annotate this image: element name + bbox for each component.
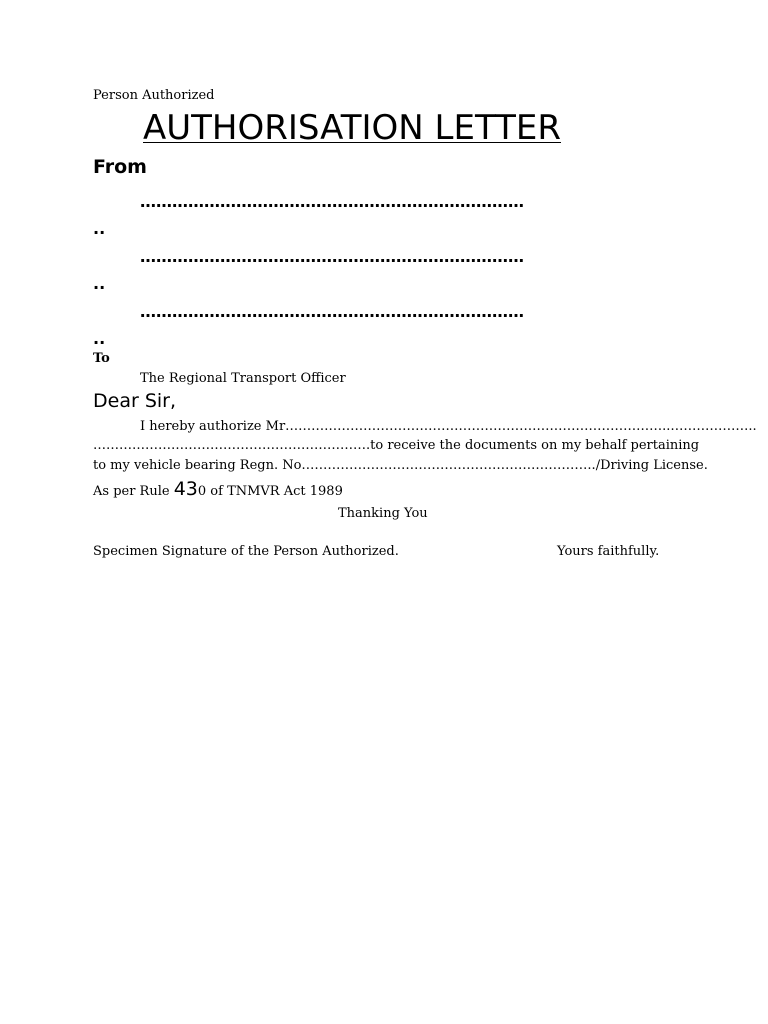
body-line-3: to my vehicle bearing Regn. No…………………………………………………………../Driving License. (93, 458, 708, 473)
dotted-line-continuation: .. (93, 274, 106, 293)
from-label: From (93, 156, 147, 178)
from-address-line-2 (93, 243, 683, 297)
from-address-line-3 (93, 298, 683, 352)
rule-number-large: 43 (173, 478, 198, 500)
dotted-line: ……………………………………………………………… (140, 302, 524, 321)
from-address-line-1 (93, 188, 683, 242)
body-line-2: ……………………………………………………….to receive the documents on my behalf pertaining (93, 438, 700, 453)
rule-suffix: 0 of TNMVR Act 1989 (197, 484, 343, 499)
rule-prefix: As per Rule (93, 484, 174, 499)
person-authorized-label: Person Authorized (93, 88, 215, 103)
dotted-line: ……………………………………………………………… (140, 247, 524, 266)
salutation: Dear Sir, (93, 390, 177, 412)
page-title: AUTHORISATION LETTER (143, 108, 561, 148)
to-label: To (93, 351, 110, 366)
thanking-you: Thanking You (338, 506, 428, 521)
yours-faithfully: Yours faithfully. (557, 544, 660, 559)
dotted-line: ……………………………………………………………… (140, 192, 524, 211)
body-line-1: I hereby authorize Mr……………………………………………………………………………..……………….. (140, 419, 757, 434)
recipient-name: The Regional Transport Officer (140, 371, 346, 386)
body-line-4 (93, 478, 343, 500)
dotted-line-continuation: .. (93, 219, 106, 238)
dotted-line-continuation: .. (93, 329, 106, 348)
specimen-signature-label: Specimen Signature of the Person Authorized. (93, 544, 399, 559)
